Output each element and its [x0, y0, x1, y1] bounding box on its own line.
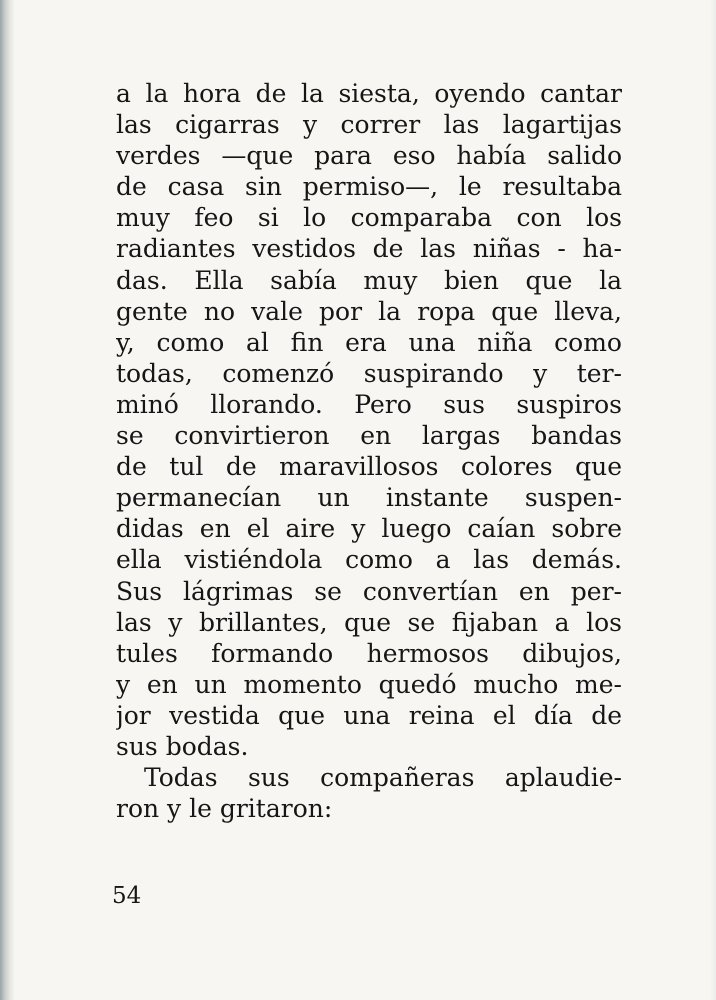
- text-line: jor vestida que una reina el día de: [116, 700, 622, 730]
- text-line: a la hora de la siesta, oyendo cantar: [116, 79, 622, 108]
- text-line: tules formando hermosos dibujos,: [116, 638, 622, 668]
- text-line: las y brillantes, que se fijaban a los: [116, 607, 622, 637]
- text-line: muy feo si lo comparaba con los: [116, 203, 622, 233]
- text-line: y en un momento quedó mucho me-: [116, 669, 622, 699]
- text-line: radiantes vestidos de las niñas - ha-: [116, 234, 622, 264]
- text-line: de casa sin permiso—, le resultaba: [116, 172, 622, 202]
- text-line: minó llorando. Pero sus suspiros: [116, 389, 622, 419]
- page-edge: [710, 0, 716, 1000]
- text-line: verdes —que para eso había salido: [116, 141, 622, 171]
- text-line: se convirtieron en largas bandas: [116, 421, 622, 451]
- text-line: Sus lágrimas se convertían en per-: [116, 576, 622, 606]
- paragraph-start-line: Todas sus compañeras aplaudie-: [144, 763, 622, 793]
- text-line: ella vistiéndola como a las demás.: [116, 545, 622, 575]
- text-line: das. Ella sabía muy bien que la: [116, 265, 622, 295]
- text-line: y, como al fin era una niña como: [116, 327, 622, 357]
- text-line: todas, comenzó suspirando y ter-: [116, 358, 622, 388]
- paragraph-end-line: sus bodas.: [116, 731, 249, 761]
- text-line: de tul de maravillosos colores que: [116, 452, 622, 482]
- book-spine-shadow: [0, 0, 14, 1000]
- body-text: [116, 78, 622, 824]
- text-line: gente no vale por la ropa que lleva,: [116, 296, 622, 326]
- text-line: didas en el aire y luego caían sobre: [116, 514, 622, 544]
- page-number: 54: [112, 883, 142, 909]
- paragraph-end-line: ron y le gritaron:: [116, 794, 333, 824]
- text-line: las cigarras y correr las lagartijas: [116, 110, 622, 140]
- text-line: permanecían un instante suspen-: [116, 483, 622, 513]
